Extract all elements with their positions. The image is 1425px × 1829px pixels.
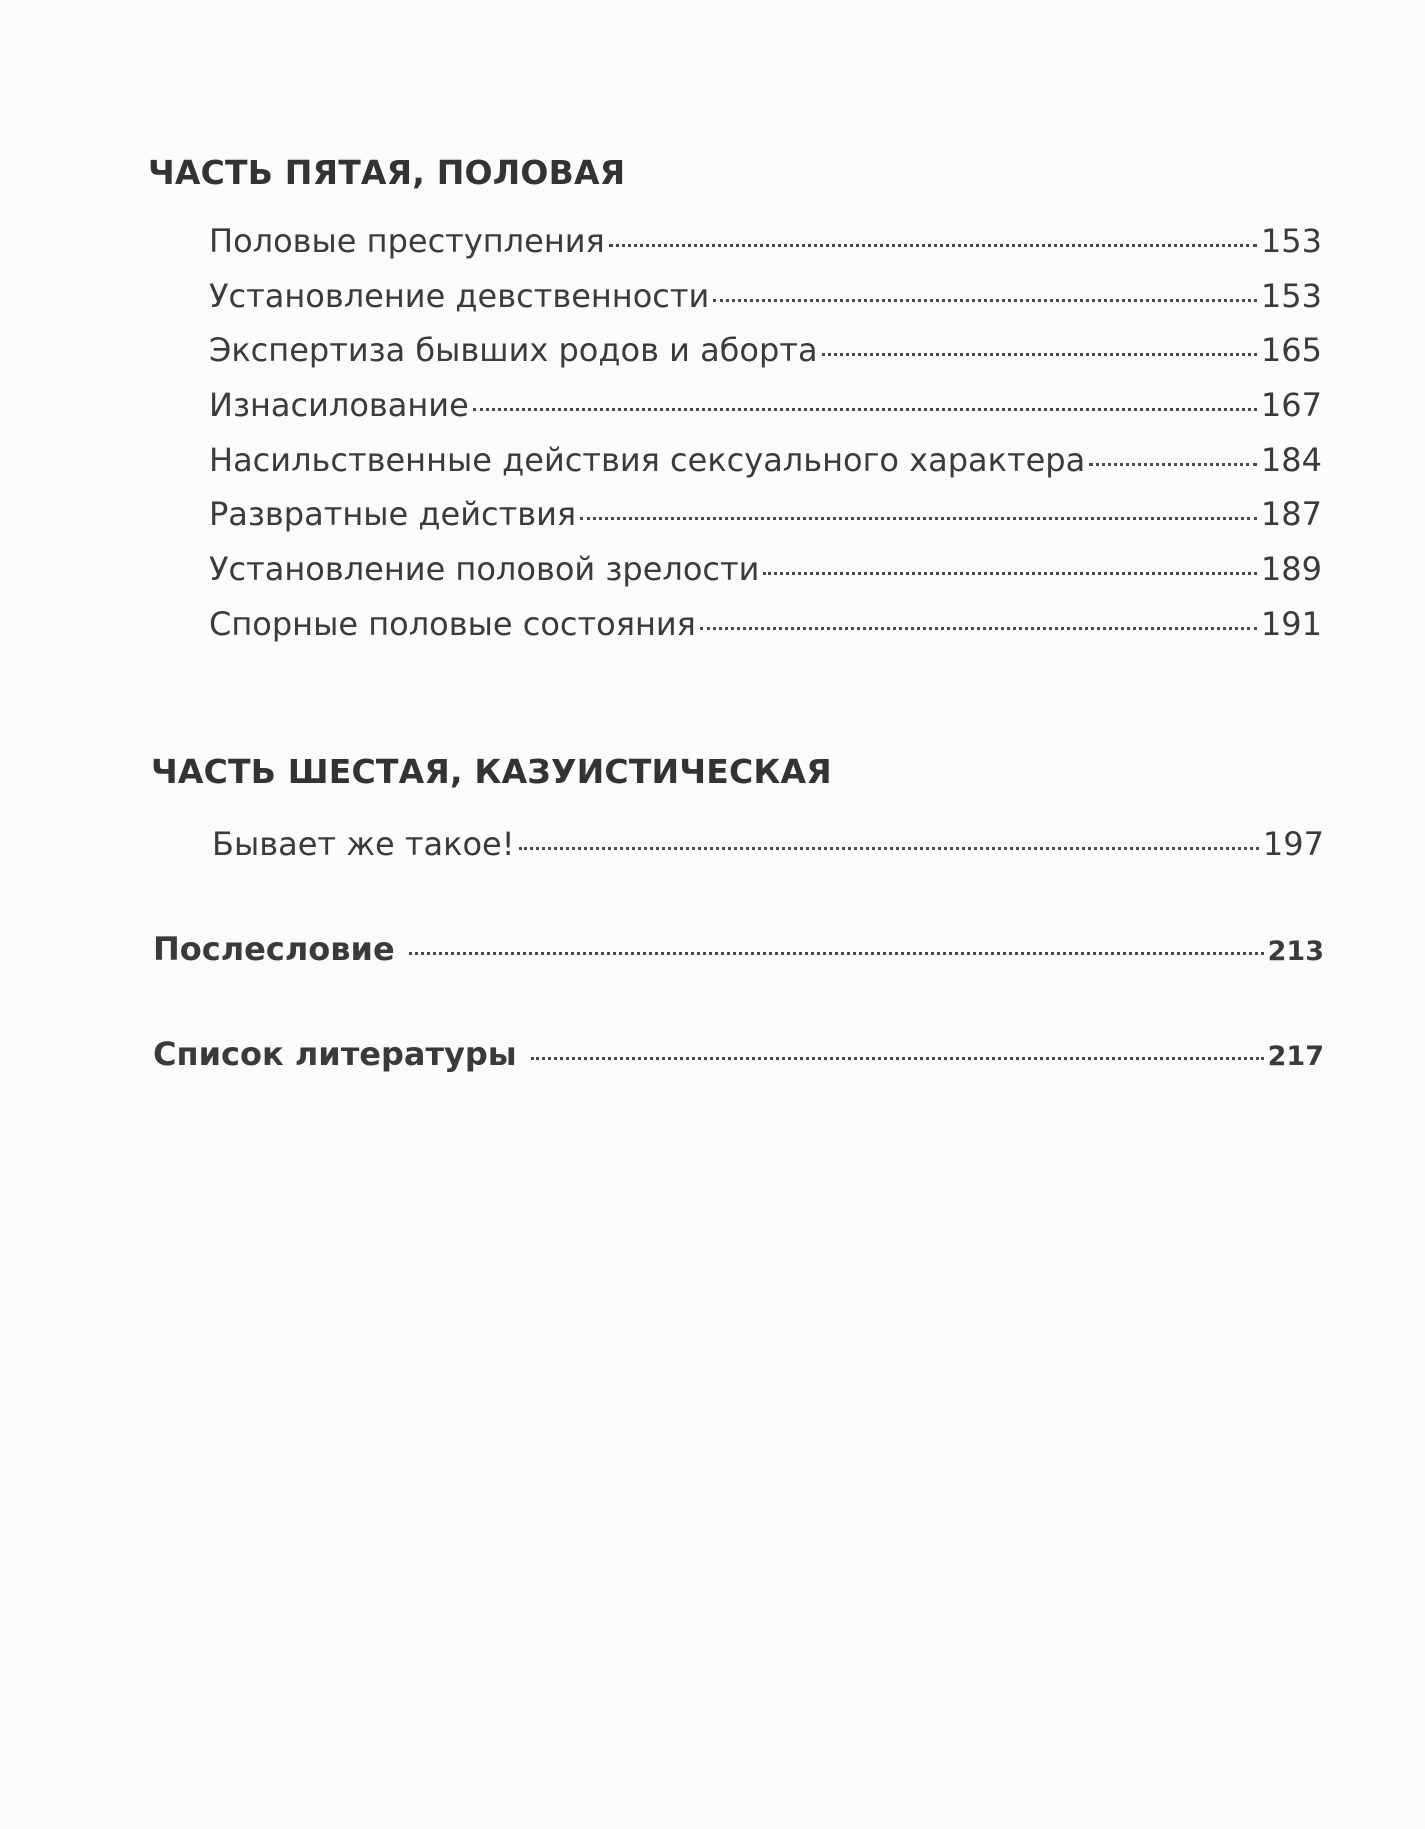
- toc-entry-page: 153: [1260, 222, 1322, 260]
- toc-entry-page: 167: [1260, 386, 1322, 424]
- toc-entry: [209, 277, 1322, 315]
- toc-entry-afterword: [153, 930, 1324, 968]
- toc-entry-title: Экспертиза бывших родов и аборта: [209, 331, 818, 369]
- dot-leader: [531, 1057, 1264, 1060]
- dot-leader: [822, 353, 1257, 356]
- toc-entry-title: Развратные действия: [209, 495, 577, 533]
- dot-leader: [473, 408, 1257, 411]
- toc-entry-title: Список литературы: [153, 1035, 517, 1073]
- toc-entry: [209, 550, 1322, 588]
- toc-entry-page: 191: [1260, 605, 1322, 643]
- dot-leader: [713, 299, 1257, 302]
- toc-entry-title: Спорные половые состояния: [209, 605, 696, 643]
- dot-leader: [1089, 463, 1257, 466]
- toc-entry-title: Установление девственности: [209, 277, 710, 315]
- toc-entry-page: 165: [1260, 331, 1322, 369]
- dot-leader: [409, 952, 1264, 955]
- toc-entry-bibliography: [153, 1035, 1324, 1073]
- toc-entry-page: 153: [1260, 277, 1322, 315]
- toc-entry-page: 184: [1260, 441, 1322, 479]
- toc-entry-title: Изнасилование: [209, 386, 469, 424]
- toc-entry: [209, 495, 1322, 533]
- toc-entry-page: 187: [1260, 495, 1322, 533]
- toc-entry: [212, 825, 1324, 863]
- dot-leader: [700, 627, 1257, 630]
- toc-entry-page: 213: [1267, 936, 1324, 967]
- toc-entry-title: Бывает же такое!: [212, 825, 515, 863]
- toc-entry-title: Насильственные действия сексуального характера: [209, 441, 1086, 479]
- toc-entry-page: 189: [1260, 550, 1322, 588]
- toc-entry-page: 217: [1267, 1041, 1324, 1072]
- part-heading: ЧАСТЬ ШЕСТАЯ, КАЗУИСТИЧЕСКАЯ: [151, 752, 832, 791]
- dot-leader: [580, 517, 1257, 520]
- toc-entry-title: Установление половой зрелости: [209, 550, 760, 588]
- toc-entry: [209, 386, 1322, 424]
- dot-leader: [609, 244, 1257, 247]
- toc-entry-title: Половые преступления: [209, 222, 605, 260]
- toc-entry: [209, 605, 1322, 643]
- toc-entry-page: 197: [1262, 825, 1324, 863]
- dot-leader: [519, 847, 1259, 850]
- part-heading: ЧАСТЬ ПЯТАЯ, ПОЛОВАЯ: [148, 153, 626, 192]
- toc-entry: [209, 222, 1322, 260]
- toc-entry-title: Послесловие: [153, 930, 395, 968]
- toc-entry: [209, 331, 1322, 369]
- toc-entry: [209, 441, 1322, 479]
- dot-leader: [763, 572, 1256, 575]
